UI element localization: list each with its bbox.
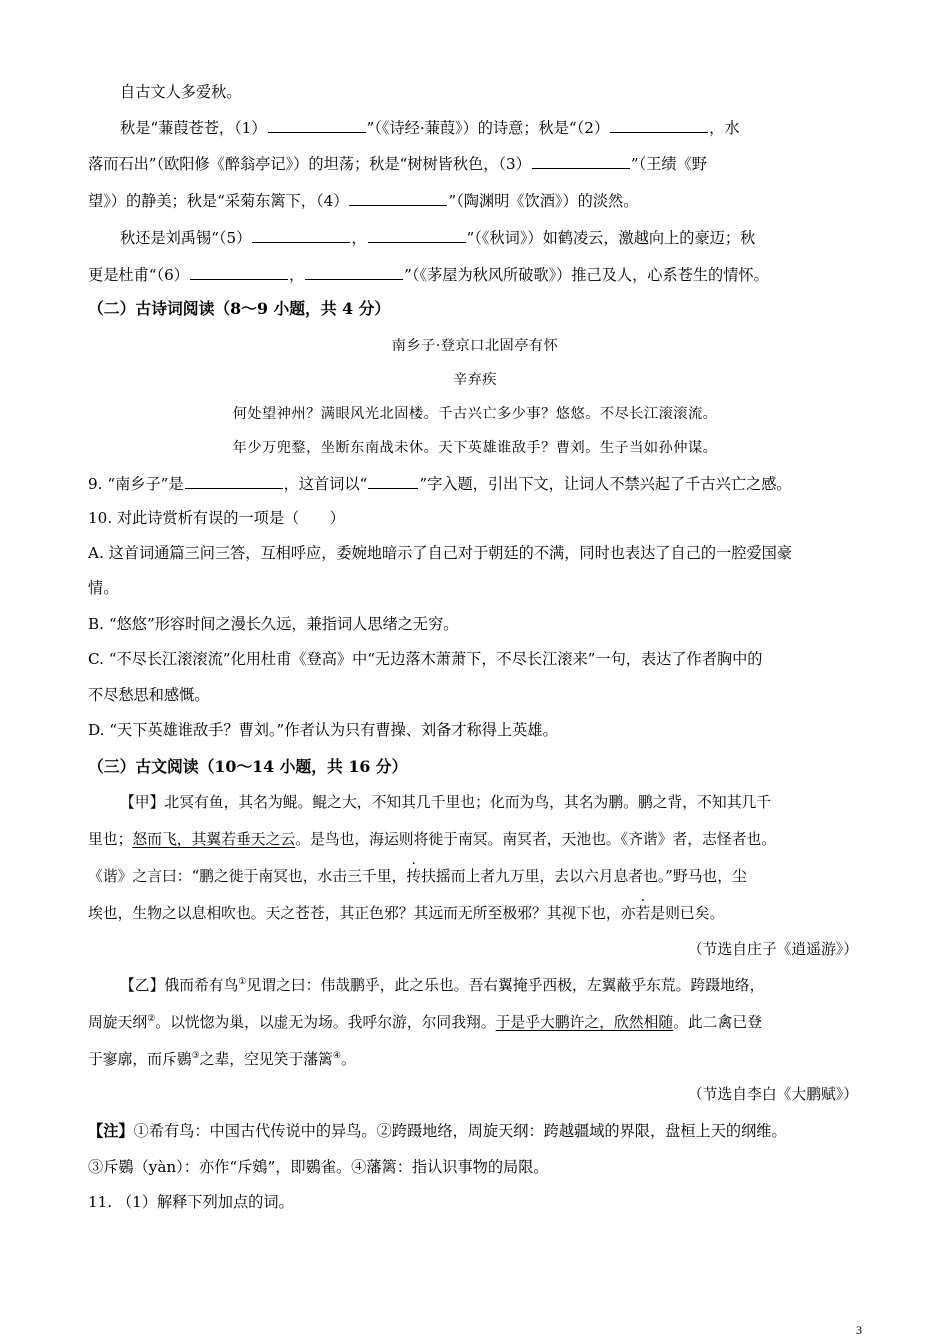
section-2-heading: （二）古诗词阅读（8～9 小题，共 4 分）	[88, 299, 391, 318]
jia-text: 扶摇而上者九万里，去以六月息者也。”野马也，尘	[421, 868, 747, 885]
fill-text: ”（《茅屋为秋风所破歌》）推己及人，心系苍生的情怀。	[404, 266, 769, 284]
dotted-word-ruo: 若	[635, 905, 651, 922]
note-tag: 【注】	[88, 1122, 134, 1140]
yi-line-2	[88, 1013, 762, 1033]
underlined-sentence: 怒而飞，其翼若垂天之云	[132, 831, 296, 848]
fill-line-2	[88, 153, 707, 174]
footnote-marker-1: ①	[238, 977, 247, 987]
question-10-stem: 10. 对此诗赏析有误的一项是（ ）	[88, 509, 345, 527]
jia-text: 里也；	[88, 831, 133, 848]
footnote-marker-3: ③	[191, 1051, 200, 1061]
yi-text: 见谓之曰：伟哉鹏乎，此之乐也。吾右翼掩乎西极，左翼蔽乎东荒。跨蹑地络，	[246, 977, 765, 994]
yi-text: 。此二禽已登	[673, 1014, 762, 1031]
answer-blank-5b[interactable]	[368, 227, 466, 243]
fill-text: 望》）的静美；秋是“采菊东篱下，（4）	[88, 192, 349, 210]
fill-text: ”（陶渊明《饮酒》）的淡然。	[448, 192, 639, 210]
yi-text: 俄而希有鸟	[164, 977, 239, 994]
yi-source: （节选自李白《大鹏赋》）	[687, 1086, 858, 1103]
fill-text: ”（《诗经·蒹葭》）的诗意；秋是“（2）	[366, 119, 610, 137]
note-text: ①希有鸟：中国古代传说中的异鸟。②跨蹑地络，周旋天纲：跨越疆域的界限，盘桓上天的纲维。	[133, 1122, 787, 1140]
answer-blank-3[interactable]	[532, 153, 630, 169]
yi-text: 于寥廓，而斥鷃	[88, 1051, 192, 1068]
footnote-marker-4: ④	[332, 1051, 341, 1061]
fill-text: 秋是“蒹葭苍苍，（1）	[120, 119, 267, 137]
fill-line-5	[88, 264, 769, 285]
jia-line-2	[88, 830, 776, 850]
underlined-sentence: 于是乎大鹏许之，欣然相随	[495, 1014, 674, 1031]
fill-text: ，水	[709, 119, 740, 137]
option-a-line-2[interactable]: 情。	[88, 579, 119, 597]
q9-text: 9. “南乡子”是	[88, 475, 184, 493]
jia-text: 《谐》之言曰：“鹏之徙于南冥也，水击三千里，	[88, 868, 407, 885]
footnote-marker-2: ②	[147, 1014, 156, 1024]
jia-line-3	[88, 867, 747, 887]
fill-text: ”（王绩《野	[630, 155, 707, 173]
answer-blank-6b[interactable]	[305, 264, 403, 280]
q9-blank-2[interactable]	[368, 473, 418, 489]
poem-author: 辛弃疾	[452, 372, 498, 388]
question-11: 11. （1）解释下列加点的词。	[88, 1193, 294, 1211]
dotted-word-tuan: 抟	[406, 868, 422, 885]
jia-text: 是则已矣。	[650, 905, 725, 922]
page-number: 3	[856, 1323, 862, 1337]
yi-line-3	[88, 1050, 356, 1070]
jia-tag: 【甲】	[120, 794, 165, 811]
option-b[interactable]: B. “悠悠”形容时间之漫长久远，兼指词人思绪之无穷。	[88, 615, 459, 633]
answer-blank-6a[interactable]	[190, 264, 288, 280]
section-3-heading: （三）古文阅读（10～14 小题，共 16 分）	[88, 757, 408, 776]
fill-text: 落而石出”（欧阳修《醉翁亭记》）的坦荡；秋是“树树皆秋色，（3）	[88, 155, 531, 173]
yi-tag: 【乙】	[120, 977, 165, 994]
answer-blank-2[interactable]	[610, 117, 708, 133]
answer-blank-5a[interactable]	[252, 227, 350, 243]
option-a-line-1[interactable]: A. 这首词通篇三问三答，互相呼应，委婉地暗示了自己对于朝廷的不满，同时也表达了自己的一腔爱国豪	[88, 544, 793, 562]
fill-line-4	[120, 227, 755, 248]
jia-text: 。是鸟也，海运则将徙于南冥。南冥者，天池也。《齐谐》者，志怪者也。	[295, 831, 777, 848]
jia-text: 北冥有鱼，其名为鲲。鲲之大，不知其几千里也；化而为鸟，其名为鹏。鹏之背，不知其几千	[164, 794, 772, 811]
note-line-1	[88, 1121, 787, 1141]
option-d[interactable]: D. “天下英雄谁敌手？曹刘。”作者认为只有曹操、刘备才称得上英雄。	[88, 721, 558, 739]
fill-text: ，	[288, 266, 305, 284]
jia-source: （节选自庄子《逍遥游》）	[687, 941, 858, 958]
poem-line-1: 何处望神州？满眼风光北固楼。千古兴亡多少事？悠悠。不尽长江滚滚流。	[232, 406, 718, 422]
poem-title: 南乡子·登京口北固亭有怀	[391, 338, 559, 354]
yi-line-1	[120, 976, 764, 996]
fill-text: 秋还是刘禹锡“（5）	[120, 229, 252, 247]
jia-text: 埃也，生物之以息相吹也。天之苍苍，其正色邪？其远而无所至极邪？其视下也，亦	[88, 905, 636, 922]
yi-text: 周旋天纲	[88, 1014, 148, 1031]
fill-text: ”（《秋词》）如鹤凌云，激越向上的豪迈；秋	[466, 229, 756, 247]
q9-blank-1[interactable]	[185, 473, 283, 489]
jia-line-1	[120, 793, 771, 813]
fill-line-3	[88, 190, 638, 211]
fill-text: ，	[351, 229, 367, 247]
intro-text: 自古文人多爱秋。	[120, 83, 242, 101]
answer-blank-1[interactable]	[268, 117, 366, 133]
yi-text: 。以恍惚为巢，以虚无为场。我呼尔游，尔同我翔。	[155, 1014, 496, 1031]
option-c-line-1[interactable]: C. “不尽长江滚滚流”化用杜甫《登高》中“无边落木萧萧下，不尽长江滚来”一句，表达了作者胸中的	[88, 650, 763, 668]
option-c-line-2[interactable]: 不尽愁思和感慨。	[88, 686, 210, 704]
yi-text: 。	[340, 1051, 356, 1068]
fill-text: 更是杜甫“（6）	[88, 266, 189, 284]
q9-text: ，这首词以“	[283, 475, 368, 493]
q9-text: ”字入题，引出下文，让词人不禁兴起了千古兴亡之感。	[419, 475, 792, 493]
note-line-2: ③斥鷃（yàn）：亦作“斥鴳”，即鷃雀。④藩篱：指认识事物的局限。	[88, 1158, 549, 1176]
fill-line-1	[120, 117, 740, 138]
answer-blank-4[interactable]	[349, 190, 447, 206]
question-9	[88, 473, 792, 494]
poem-line-2: 年少万兜鍪，坐断东南战未休。天下英雄谁敌手？曹刘。生子当如孙仲谋。	[232, 440, 718, 456]
jia-line-4	[88, 904, 724, 924]
yi-text: 之辈，空见笑于藩篱	[199, 1051, 333, 1068]
